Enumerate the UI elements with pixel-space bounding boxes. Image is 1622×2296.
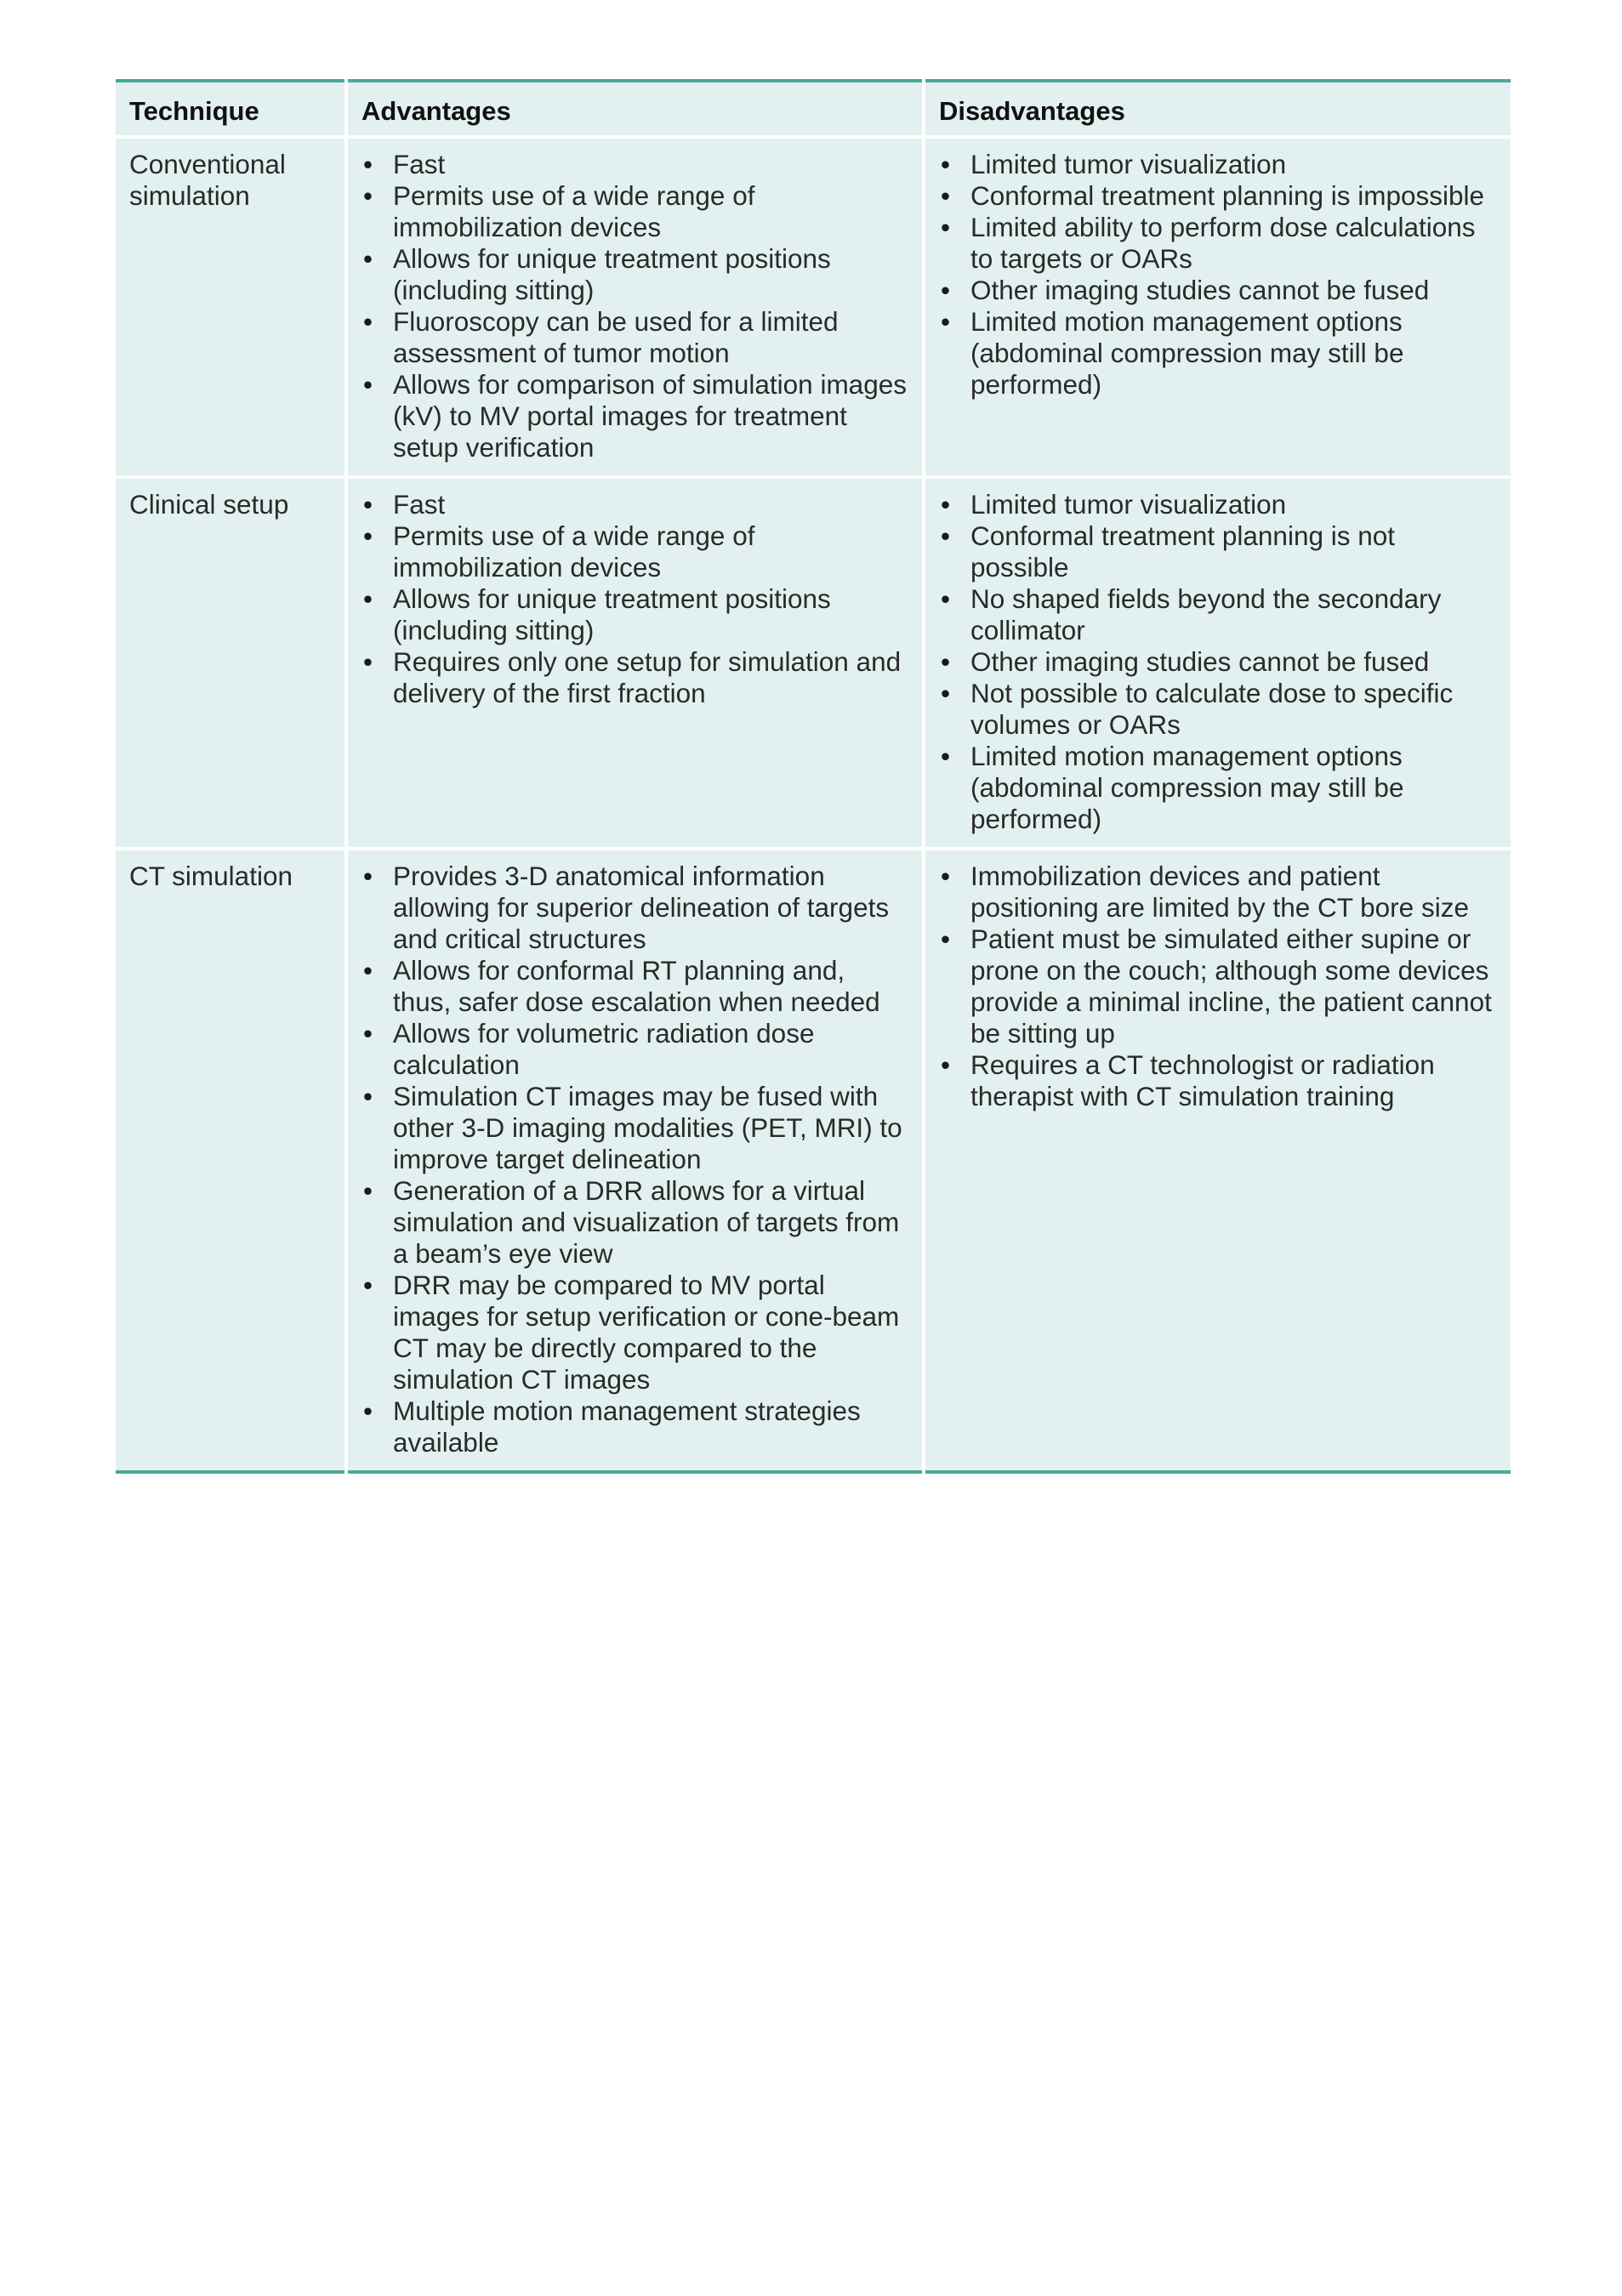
technique-cell: Clinical setup: [116, 477, 346, 849]
document-page: [116, 79, 1511, 1474]
table-row: [116, 137, 1511, 477]
disadvantages-cell: [924, 137, 1511, 477]
technique-cell: Conventional simulation: [116, 137, 346, 477]
disadvantages-list: [939, 149, 1497, 401]
technique-cell: CT simulation: [116, 849, 346, 1472]
list-item: • Provides 3-D anatomical information allowing for superior delineation of targets and critical structures: [361, 861, 908, 955]
advantages-list: [361, 149, 908, 463]
header-technique: Technique: [129, 96, 259, 126]
list-item: • Not possible to calculate dose to specific volumes or OARs: [939, 678, 1497, 741]
list-item: • Requires a CT technologist or radiation therapist with CT simulation training: [939, 1049, 1497, 1112]
disadvantages-cell: [924, 477, 1511, 849]
disadvantages-list: [939, 861, 1497, 1112]
list-item: • No shaped fields beyond the secondary collimator: [939, 583, 1497, 646]
advantages-list: [361, 861, 908, 1458]
table-header: [116, 81, 1511, 137]
disadvantages-list: [939, 489, 1497, 835]
list-item: • Multiple motion management strategies available: [361, 1395, 908, 1458]
list-item: • Generation of a DRR allows for a virtual simulation and visualization of targets from a beam’s eye view: [361, 1175, 908, 1270]
advantages-list: [361, 489, 908, 709]
table-row: [116, 477, 1511, 849]
table-body: [116, 137, 1511, 1472]
advantages-cell: [346, 477, 924, 849]
list-item: • Fast: [361, 149, 908, 180]
list-item: • DRR may be compared to MV portal images for setup verification or cone-beam CT may be directly compared to the simulation CT images: [361, 1270, 908, 1395]
header-disadvantages: Disadvantages: [924, 81, 1511, 137]
list-item: • Limited tumor visualization: [939, 149, 1497, 180]
header-row: [116, 81, 1511, 137]
list-item: • Other imaging studies cannot be fused: [939, 275, 1497, 306]
list-item: • Patient must be simulated either supine or prone on the couch; although some devices provide a minimal incline, the patient cannot be sitting up: [939, 924, 1497, 1049]
list-item: • Limited motion management options (abdominal compression may still be performed): [939, 306, 1497, 401]
list-item: • Conformal treatment planning is not possible: [939, 520, 1497, 583]
list-item: • Requires only one setup for simulation and delivery of the first fraction: [361, 646, 908, 709]
list-item: • Simulation CT images may be fused with other 3-D imaging modalities (PET, MRI) to improve target delineation: [361, 1081, 908, 1175]
list-item: • Immobilization devices and patient positioning are limited by the CT bore size: [939, 861, 1497, 924]
list-item: • Fluoroscopy can be used for a limited assessment of tumor motion: [361, 306, 908, 369]
header-advantages: Advantages: [346, 81, 924, 137]
list-item: • Other imaging studies cannot be fused: [939, 646, 1497, 678]
list-item: • Permits use of a wide range of immobilization devices: [361, 180, 908, 243]
list-item: • Limited motion management options (abdominal compression may still be performed): [939, 741, 1497, 835]
list-item: • Allows for comparison of simulation images (kV) to MV portal images for treatment setup verification: [361, 369, 908, 463]
list-item: • Conformal treatment planning is impossible: [939, 180, 1497, 212]
list-item: • Allows for unique treatment positions (including sitting): [361, 243, 908, 306]
comparison-table: [116, 79, 1511, 1474]
list-item: • Fast: [361, 489, 908, 520]
list-item: • Allows for conformal RT planning and, thus, safer dose escalation when needed: [361, 955, 908, 1018]
list-item: • Permits use of a wide range of immobilization devices: [361, 520, 908, 583]
advantages-cell: [346, 849, 924, 1472]
list-item: • Limited ability to perform dose calculations to targets or OARs: [939, 212, 1497, 275]
table-row: [116, 849, 1511, 1472]
list-item: • Allows for volumetric radiation dose calculation: [361, 1018, 908, 1081]
disadvantages-cell: [924, 849, 1511, 1472]
list-item: • Limited tumor visualization: [939, 489, 1497, 520]
advantages-cell: [346, 137, 924, 477]
list-item: • Allows for unique treatment positions (including sitting): [361, 583, 908, 646]
